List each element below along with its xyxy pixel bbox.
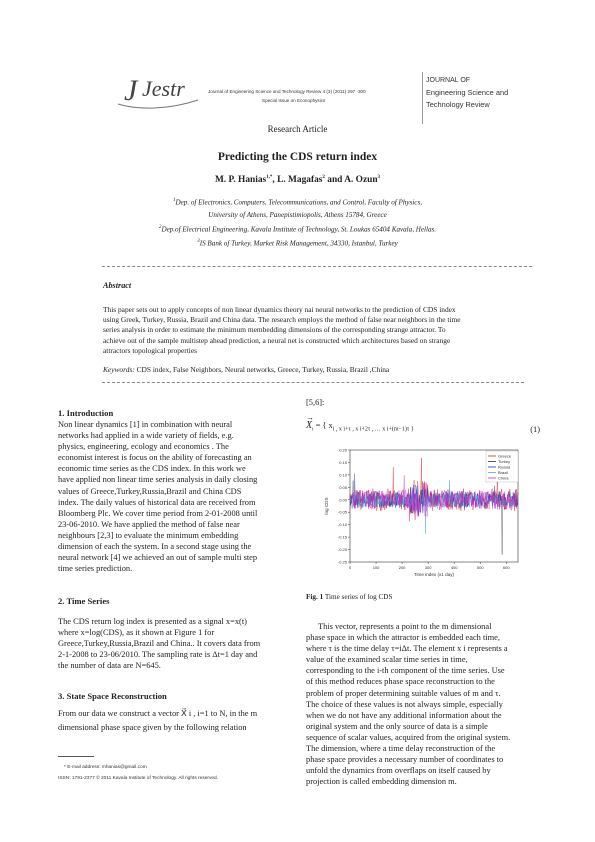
journal-line-1: Journal of Engineering Science and Technology Review 4 (3) (2011) 297 -300 [208, 89, 366, 94]
journal-title-2: Technology Review [426, 100, 490, 109]
section-2-heading: 2. Time Series [58, 596, 110, 606]
footnote [58, 762, 218, 784]
x-axis-label: Time index (x1 day) [413, 572, 455, 577]
x-tick-label: 0 [348, 565, 352, 570]
author-1: M. P. Hanias [214, 175, 267, 186]
figure-1 [318, 444, 528, 586]
section-3-body: From our data we construct a vector X⃗ i , i=1 to N, in the m dimensional phase space given by the following relation [58, 709, 258, 732]
affiliations [0, 195, 595, 249]
section-1-body: Non linear dynamics [1] in combination with neural networks had applied in a wide variety of fields, e.g. physics, engineering, ecology and economics . The economist interest is focus on the ability of forecasting an economic time series as the CDS index. In this work we have applied non linear time series analysis in daily closing values of Greece,Turkey,Russia,Brazil and China CDS index. The daily values of historical data are received from Bloomberg Plc. We cover time period from 2-01-2008 until 23-06-2010. We have applied the method of false near neighbours [2,3] to evaluate the minimum embedding dimension of each the system. In a second stage using the neural network [4] we achieved an out of sample multi step time series prediction. [58, 420, 258, 574]
abstract-heading: Abstract [103, 281, 132, 290]
footnote-email: * E-mail address: mhanias@gmail.com [64, 765, 147, 770]
eq-lhs: X [306, 420, 313, 431]
legend-label: China [498, 475, 509, 481]
figure-label: Fig. 1 [306, 593, 324, 601]
y-tick-label: -0.10 [337, 522, 347, 528]
journal-label: JOURNAL OF [426, 77, 471, 84]
footnote-issn: ISSN: 1791-2377 © 2011 Kavala Institute of Technology. All rights reserved. [58, 776, 219, 781]
vector-arrow-icon: → [306, 413, 314, 422]
right-body: This vector, represents a point to the m dimensional phase space in which the attractor is embedded each time, where τ is the time delay τ=iΔt. The element x i represents a value of the examined scalar time series in time, corresponding to the i-th component of the time series. Use of this method reduces phase space reconstruction to the problem of proper determining suitable values of m and τ. The choice of these values is not always simple, especially when we do not have any additional information about the original system and the only source of data is a simple sequence of scalar values, acquired from the original system. The dimension, where a time delay reconstruction of the phase space provides a necessary number of coordinates to unfold the dynamics from overflaps on itself caused by projection is called embedding dimension m. [306, 622, 511, 787]
author-3: and A. Ozun [327, 175, 378, 186]
citation-ref: [5,6]: [306, 398, 325, 407]
journal-brand [426, 75, 508, 111]
x-tick-label: 600 [502, 565, 510, 570]
abstract-line: achieve out of the sample multistep ahead prediction, a neural net is constructed which architectures based on strange [103, 335, 451, 345]
x-tick-label: 100 [372, 565, 380, 570]
section-3-heading: 3. State Space Reconstruction [58, 691, 167, 701]
y-tick-label: -0.15 [337, 534, 347, 540]
y-tick-label: 0.00 [339, 497, 347, 503]
header-divider [422, 72, 423, 124]
y-axis-label: log CDS [324, 497, 329, 515]
equation-1 [306, 413, 540, 440]
y-tick-label: -0.05 [337, 509, 347, 515]
author-2: L. Magafas [277, 175, 323, 186]
y-tick-label: 0.10 [339, 472, 347, 478]
eq-sub: i [312, 427, 314, 433]
abstract-line: using Greek, Turkey, Russia, Brazil and China data. The research employs the method of false near neighbors in the time [103, 315, 461, 325]
section-2-body: The CDS return log index is presented as a signal x=x(t) where x=log(CDS), as it shown at Figure 1 for Greece,Turkey,Russia,Brazil and China.. It covers data from 2-1-2008 to 23-06/2010. The sampling rate is Δt=1 day and the number of data are N=645. [58, 617, 261, 671]
figure-caption-text: Time series of log CDS [323, 593, 393, 601]
y-tick-label: 0.05 [339, 484, 347, 490]
journal-title-1: Engineering Science and [426, 88, 509, 97]
journal-logo [108, 60, 203, 112]
y-tick-label: -0.25 [337, 559, 347, 565]
paper-title: Predicting the CDS return index [217, 151, 378, 163]
abstract-line: attractors topological properties [103, 345, 197, 355]
legend-label: Russia [498, 464, 511, 470]
log-cds-chart [318, 444, 528, 586]
x-tick-label: 200 [398, 565, 406, 570]
keywords [103, 365, 389, 374]
abstract-body [103, 305, 533, 356]
footnote-rule [58, 756, 94, 757]
article-type: Research Article [267, 124, 328, 134]
figure-1-caption [306, 593, 392, 601]
y-tick-label: 0.20 [339, 447, 347, 453]
x-tick-label: 500 [476, 565, 484, 570]
affiliation: $^2$Dep.of Electrical Engineering, Kavala Institute of Technology, St. Loukas 65404 Kavala, Hellas. [158, 224, 437, 233]
keywords-label: Keywords: [103, 365, 135, 374]
authors: M. P. Hanias$^{1,*}$, L. Magafas$^2$ and A. Ozun$^3$ [214, 175, 381, 186]
legend-label: Brazil [498, 470, 509, 475]
svg-text:J: J [124, 74, 138, 107]
eq-terms: i , x i+τ , x i+2τ , … x i+(m−1)τ } [332, 426, 414, 433]
author-3-sup: 3 [377, 175, 381, 180]
legend-label: Greece [498, 453, 512, 459]
abstract-line: series analysis in order to estimate the minimum membedding dimensions of the corresponding strange attractor. To [103, 325, 446, 335]
legend-label: Turkey [498, 459, 511, 464]
y-tick-label: 0.15 [339, 459, 347, 465]
divider-top [102, 266, 532, 267]
affiliation: University of Athens, Panepistimiopolis, Athens 15784, Greece [208, 210, 387, 219]
x-tick-label: 400 [450, 565, 458, 570]
y-tick-label: -0.20 [337, 547, 347, 553]
affiliation: $^3$IS Bank of Turkey, Market Risk Management, 34330, Istanbul, Turkey [197, 238, 398, 247]
keywords-text: CDS index, False Neighbors, Neural networks, Greece, Turkey, Russia, Brazil ,China [136, 365, 390, 374]
author-1-sup: 1,* [266, 175, 273, 180]
journal-citation [208, 89, 366, 103]
logo-text: Jestr [142, 76, 185, 101]
eq-rhs: = { x [315, 421, 333, 430]
abstract-line: This paper sets out to apply concepts of non linear dynamics theory nai neural networks to the prediction of CDS index [103, 305, 456, 314]
affiliation: $^1$Dep. of Electronics, Computers, Telecommunications, and Control, Faculty of Physics, [173, 198, 422, 207]
x-tick-label: 300 [424, 565, 432, 570]
author-2-sup: 2 [322, 175, 325, 180]
equation-number: (1) [530, 425, 540, 434]
section-1-heading: 1. Introduction [58, 408, 114, 418]
journal-line-2: Special Issue on Econophysics [262, 98, 326, 103]
divider-bottom [102, 382, 524, 383]
